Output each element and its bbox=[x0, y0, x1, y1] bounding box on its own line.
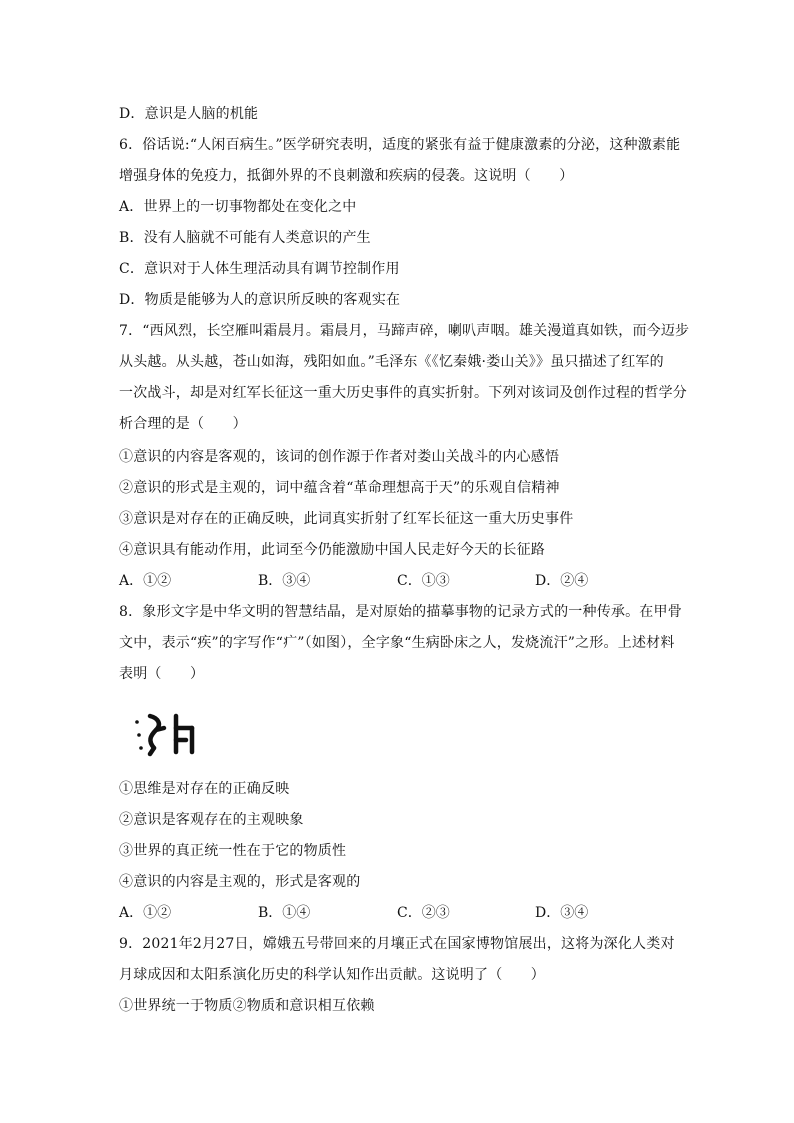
q8-statement-2: ②意识是客观存在的主观映象 bbox=[119, 812, 304, 828]
q6-stem-line-2: 增强身体的免疫力，抵御外界的不良刺激和疾病的侵袭。这说明（ ） bbox=[119, 168, 574, 184]
q5-option-d: D．意识是人脑的机能 bbox=[119, 106, 259, 122]
q7-stem-line-2: 从头越。从头越，苍山如海，残阳如血。”毛泽东《《忆秦娥·娄山关》》虽只描述了红军的 bbox=[119, 354, 664, 370]
q7-statement-3: ③意识是对存在的正确反映，此词真实折射了红军长征这一重大历史事件 bbox=[119, 511, 574, 527]
q8-option-c: C．②③ bbox=[397, 905, 450, 921]
oracle-bone-character-image bbox=[128, 708, 208, 758]
q7-statement-4: ④意识具有能动作用，此词至今仍能激励中国人民走好今天的长征路 bbox=[119, 542, 545, 558]
q7-stem-line-3: 一次战斗，却是对红军长征这一重大历史事件的真实折射。下列对该词及创作过程的哲学分 bbox=[119, 385, 687, 401]
q7-option-d: D．②④ bbox=[535, 573, 589, 589]
q6-stem-line-1: 6．俗话说:“人闲百病生。”医学研究表明，适度的紧张有益于健康激素的分泌，这种激素能 bbox=[119, 137, 681, 153]
q8-statement-4: ④意识的内容是主观的，形式是客观的 bbox=[119, 874, 361, 890]
q9-statement-1-2: ①世界统一于物质②物质和意识相互依赖 bbox=[119, 998, 375, 1014]
q9-stem-line-2: 月球成因和太阳系演化历史的科学认知作出贡献。这说明了（ ） bbox=[119, 967, 545, 983]
q8-stem-line-1: 8．象形文字是中华文明的智慧结晶，是对原始的描摹事物的记录方式的一种传承。在甲骨 bbox=[119, 604, 682, 620]
q7-statement-1: ①意识的内容是客观的，该词的创作源于作者对娄山关战斗的内心感悟 bbox=[119, 449, 560, 465]
q8-option-b: B．①④ bbox=[258, 905, 311, 921]
q7-statement-2: ②意识的形式是主观的，词中蕴含着“革命理想高于天”的乐观自信精神 bbox=[119, 480, 560, 496]
q8-stem-line-3: 表明（ ） bbox=[119, 666, 205, 682]
q7-option-b: B．③④ bbox=[258, 573, 311, 589]
q8-statement-3: ③世界的真正统一性在于它的物质性 bbox=[119, 843, 347, 859]
q6-option-b: B．没有人脑就不可能有人类意识的产生 bbox=[119, 230, 371, 246]
q6-option-d: D．物质是能够为人的意识所反映的客观实在 bbox=[119, 292, 401, 308]
q9-stem-line-1: 9．2021年2月27日，嫦娥五号带回来的月壤正式在国家博物馆展出，这将为深化人类对 bbox=[119, 936, 675, 952]
q7-option-c: C．①③ bbox=[397, 573, 450, 589]
q8-stem-line-2: 文中，表示“疾”的字写作“疒”（如图），全字象“生病卧床之人，发烧流汗”之形。上述材料 bbox=[119, 635, 675, 651]
q8-option-a: A．①② bbox=[119, 905, 172, 921]
q6-option-c: C．意识对于人体生理活动具有调节控制作用 bbox=[119, 261, 400, 277]
q6-option-a: A．世界上的一切事物都处在变化之中 bbox=[119, 199, 357, 215]
q8-option-d: D．③④ bbox=[535, 905, 589, 921]
q7-stem-line-4: 析合理的是（ ） bbox=[119, 416, 247, 432]
q7-stem-line-1: 7．“西风烈，长空雁叫霜晨月。霜晨月，马蹄声碎，喇叭声咽。雄关漫道真如铁，而今迈步 bbox=[119, 323, 690, 339]
q7-option-a: A．①② bbox=[119, 573, 172, 589]
q8-statement-1: ①思维是对存在的正确反映 bbox=[119, 781, 290, 797]
